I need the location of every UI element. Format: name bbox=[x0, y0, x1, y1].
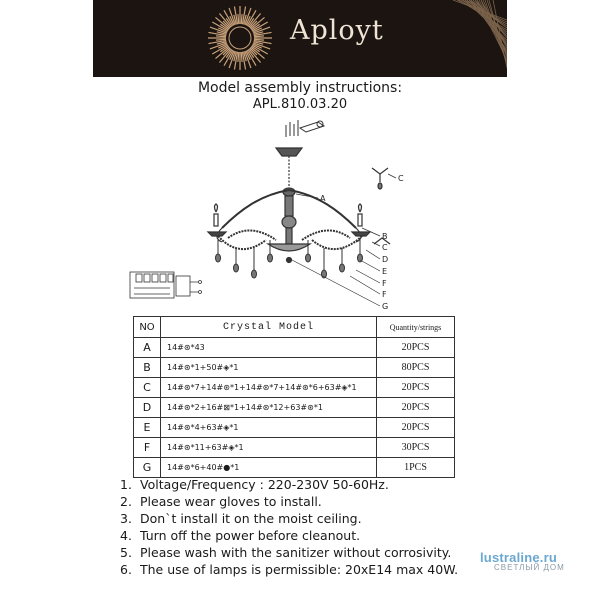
diagram-part-label: E bbox=[382, 267, 388, 276]
list-item bbox=[120, 493, 458, 510]
list-item bbox=[120, 561, 458, 578]
row-crystal: 14#⊛*4+63#◈*1 bbox=[161, 418, 377, 438]
diagram-part-label: D bbox=[382, 255, 389, 264]
row-qty: 20PCS bbox=[377, 418, 455, 438]
brand-banner bbox=[93, 0, 507, 77]
diagram-part-label: F bbox=[382, 279, 387, 288]
table-row bbox=[134, 378, 455, 398]
row-qty: 20PCS bbox=[377, 398, 455, 418]
table-row bbox=[134, 418, 455, 438]
diagram-part-label: C bbox=[398, 174, 404, 183]
header-crystal-model: Crystal Model bbox=[161, 317, 377, 338]
note-number: 2. bbox=[120, 494, 132, 509]
row-no: E bbox=[134, 418, 161, 438]
row-no: G bbox=[134, 458, 161, 478]
note-number: 6. bbox=[120, 562, 132, 577]
table-row bbox=[134, 458, 455, 478]
list-item bbox=[120, 527, 458, 544]
diagram-part-label: G bbox=[382, 302, 389, 311]
bulb-detail-icon bbox=[286, 120, 324, 137]
header-quantity: Quantity/strings bbox=[377, 317, 455, 338]
model-number: APL.810.03.20 bbox=[252, 97, 348, 112]
note-text: Voltage/Frequency : 220-230V 50-60Hz. bbox=[140, 477, 389, 492]
table-row bbox=[134, 438, 455, 458]
header-no: NO bbox=[134, 317, 161, 338]
note-text: Turn off the power before cleanout. bbox=[140, 528, 361, 543]
row-no: D bbox=[134, 398, 161, 418]
row-no: B bbox=[134, 358, 161, 378]
row-qty: 80PCS bbox=[377, 358, 455, 378]
list-item bbox=[120, 510, 458, 527]
brand-name: Aployt bbox=[290, 15, 384, 46]
row-qty: 20PCS bbox=[377, 378, 455, 398]
watermark-domain: lustraline.ru bbox=[480, 550, 558, 565]
diagram-part-label: F bbox=[382, 290, 387, 299]
diagram-part-label: C bbox=[382, 243, 388, 252]
table-row bbox=[134, 398, 455, 418]
note-text: The use of lamps is permissible: 20xE14 max 40W. bbox=[140, 562, 459, 577]
row-crystal: 14#⊛*11+63#◈*1 bbox=[161, 438, 377, 458]
wiring-terminal-icon bbox=[130, 272, 202, 298]
row-no: A bbox=[134, 338, 161, 358]
row-crystal: 14#⊛*2+16#⊠*1+14#⊛*12+63#⊛*1 bbox=[161, 398, 377, 418]
note-text: Please wear gloves to install. bbox=[140, 494, 322, 509]
table-row bbox=[134, 338, 455, 358]
table-row bbox=[134, 358, 455, 378]
crystal-parts-table bbox=[133, 316, 455, 478]
list-item bbox=[120, 476, 458, 493]
diagram-part-label: A bbox=[320, 194, 326, 203]
row-crystal: 14#⊛*6+40#●*1 bbox=[161, 458, 377, 478]
note-number: 3. bbox=[120, 511, 132, 526]
row-crystal: 14#⊛*7+14#⊛*1+14#⊛*7+14#⊛*6+63#◈*1 bbox=[161, 378, 377, 398]
note-text: Please wash with the sanitizer without corrosivity. bbox=[140, 545, 452, 560]
watermark-tagline: СВЕТЛЫЙ ДОМ bbox=[494, 563, 565, 572]
row-no: C bbox=[134, 378, 161, 398]
note-number: 5. bbox=[120, 545, 132, 560]
note-number: 1. bbox=[120, 477, 132, 492]
list-item bbox=[120, 544, 458, 561]
note-text: Don`t install it on the moist ceiling. bbox=[140, 511, 362, 526]
site-watermark bbox=[480, 550, 565, 572]
row-qty: 20PCS bbox=[377, 338, 455, 358]
safety-notes-list bbox=[120, 476, 458, 578]
row-crystal: 14#⊛*1+50#◈*1 bbox=[161, 358, 377, 378]
row-crystal: 14#⊛*43 bbox=[161, 338, 377, 358]
note-number: 4. bbox=[120, 528, 132, 543]
row-qty: 1PCS bbox=[377, 458, 455, 478]
row-qty: 30PCS bbox=[377, 438, 455, 458]
diagram-part-label: B bbox=[382, 232, 388, 241]
chandelier-diagram bbox=[0, 110, 600, 315]
row-no: F bbox=[134, 438, 161, 458]
instructions-title: Model assembly instructions: bbox=[197, 80, 403, 96]
table-header-row bbox=[134, 317, 455, 338]
